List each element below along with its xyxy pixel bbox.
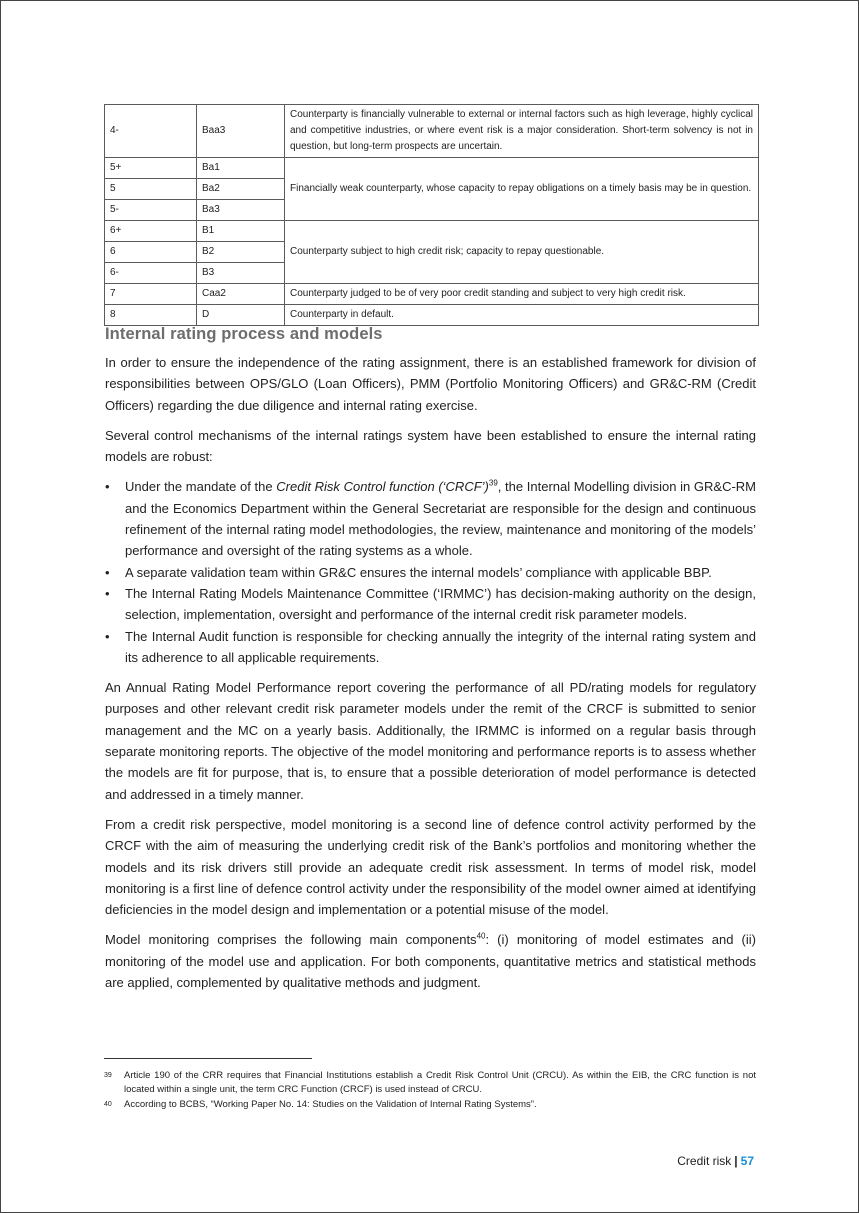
moodys-cell: Caa2 (197, 284, 285, 305)
table-row (105, 284, 759, 305)
grade-cell: 8 (105, 305, 197, 326)
list-item (105, 476, 756, 561)
moodys-cell: B3 (197, 263, 285, 284)
paragraph: From a credit risk perspective, model monitoring is a second line of defence control activity performed by the CRCF with the aim of measuring the underlying credit risk of the Bank’s portfolios and monitoring whether the models and its risk drivers still provide an adequate credit risk assessment. In terms of model risk, model monitoring is a first line of defence control activity under the responsibility of the model owner aimed at identifying deficiencies in the model design and implementation or a potential misuse of the model. (105, 816, 756, 918)
grade-cell: 6 (105, 242, 197, 263)
bullet-text: , the Internal Modelling division in GR&C-RM and the Economics Department within the General Secretariat are responsible for the design and continuous refinement of the internal rating model methodologies, the review, maintenance and monitoring of the models’ performance and oversight of the rating systems as a whole. (125, 479, 757, 559)
bullet-icon: • (105, 479, 110, 495)
moodys-cell: Ba3 (197, 200, 285, 221)
bullet-icon: • (105, 585, 110, 601)
paragraph: An Annual Rating Model Performance report covering the performance of all PD/rating models for regulatory purposes and other relevant credit risk parameter models under the remit of the CRCF is submitted to senior management and the MC on a yearly basis. Additionally, the IRMMC is informed on a regular basis through separate monitoring reports. The objective of the model monitoring and performance reports is to assess whether the models are fit for purpose, that is, to ensure that a possible deterioration of model performance is detected and addressed in a timely manner. (105, 680, 756, 802)
footnote (104, 1069, 756, 1096)
footer-separator: | (734, 1154, 738, 1168)
paragraph: Several control mechanisms of the internal ratings system have been established to ensure the internal rating models are robust: (105, 427, 756, 465)
table-row (105, 221, 759, 242)
moodys-cell: B1 (197, 221, 285, 242)
grade-cell: 4- (105, 105, 197, 158)
bullet-text: Under the mandate of the (125, 479, 277, 495)
bullet-list (105, 476, 756, 668)
list-item (105, 583, 756, 626)
grade-cell: 5- (105, 200, 197, 221)
bullet-text: A separate validation team within GR&C ensures the internal models’ compliance with applicable BBP. (125, 564, 712, 580)
bullet-icon: • (105, 564, 110, 580)
moodys-cell: Baa3 (197, 105, 285, 158)
footnote-number: 40 (104, 1101, 112, 1108)
footnote-text: Article 190 of the CRR requires that Financial Institutions establish a Credit Risk Control Unit (CRCU). As within the EIB, the CRC function is not located within a single unit, the term CRC Function (CRCF) is used instead of CRCU. (124, 1070, 756, 1095)
description-cell: Financially weak counterparty, whose capacity to repay obligations on a timely basis may be in question. (285, 158, 759, 221)
page-number: 57 (740, 1154, 754, 1168)
moodys-cell: Ba2 (197, 179, 285, 200)
moodys-cell: D (197, 305, 285, 326)
bullet-text: The Internal Rating Models Maintenance Committee (‘IRMMC’) has decision-making authority on the design, selection, implementation, oversight and performance of the internal credit risk parameter models. (125, 585, 756, 623)
grade-cell: 5+ (105, 158, 197, 179)
paragraph-text: : (i) monitoring of model estimates and (ii) monitoring of the model use and application. For both components, quantitative metrics and statistical methods are applied, complemented by qualitative methods and judgment. (105, 932, 756, 991)
list-item (105, 626, 756, 669)
footnote-number: 39 (104, 1072, 112, 1079)
table-row (105, 105, 759, 158)
bullet-text: The Internal Audit function is responsible for checking annually the integrity of the internal rating system and its adherence to all applicable requirements. (125, 628, 756, 665)
description-cell: Counterparty judged to be of very poor credit standing and subject to very high credit risk. (285, 284, 759, 305)
grade-cell: 7 (105, 284, 197, 305)
table-row (105, 305, 759, 326)
grade-cell: 5 (105, 179, 197, 200)
description-cell: Counterparty is financially vulnerable to external or internal factors such as high leverage, highly cyclical and competitive industries, or where event risk is a major consideration. Short-term solvency is not in question, but long-term prospects are uncertain. (285, 105, 759, 158)
footnote-text: According to BCBS, “Working Paper No. 14: Studies on the Validation of Internal Rating Systems”. (124, 1099, 537, 1110)
footnote-ref[interactable]: 39 (488, 479, 498, 489)
footnote (104, 1098, 756, 1112)
footnote-ref[interactable]: 40 (476, 932, 486, 942)
footer-label: Credit risk (677, 1154, 732, 1168)
body-content (105, 325, 756, 1002)
paragraph (105, 929, 756, 993)
rating-scale-table (104, 104, 759, 326)
footnote-divider (104, 1058, 312, 1059)
section-heading: Internal rating process and models (105, 325, 383, 343)
table-row (105, 158, 759, 179)
description-cell: Counterparty in default. (285, 305, 759, 326)
list-item (105, 562, 756, 583)
description-cell: Counterparty subject to high credit risk; capacity to repay questionable. (285, 221, 759, 284)
grade-cell: 6+ (105, 221, 197, 242)
page-footer (677, 1154, 754, 1168)
paragraph-text: Model monitoring comprises the following main components (105, 932, 477, 948)
moodys-cell: B2 (197, 242, 285, 263)
paragraph: In order to ensure the independence of the rating assignment, there is an established framework for division of responsibilities between OPS/GLO (Loan Officers), PMM (Portfolio Monitoring Officers) and GR&C-RM (Credit Officers) regarding the due diligence and internal rating exercise. (105, 355, 756, 413)
bullet-icon: • (105, 628, 110, 644)
grade-cell: 6- (105, 263, 197, 284)
bullet-italic-text: Credit Risk Control function (‘CRCF’) (276, 479, 489, 495)
moodys-cell: Ba1 (197, 158, 285, 179)
footnotes (104, 1069, 756, 1114)
